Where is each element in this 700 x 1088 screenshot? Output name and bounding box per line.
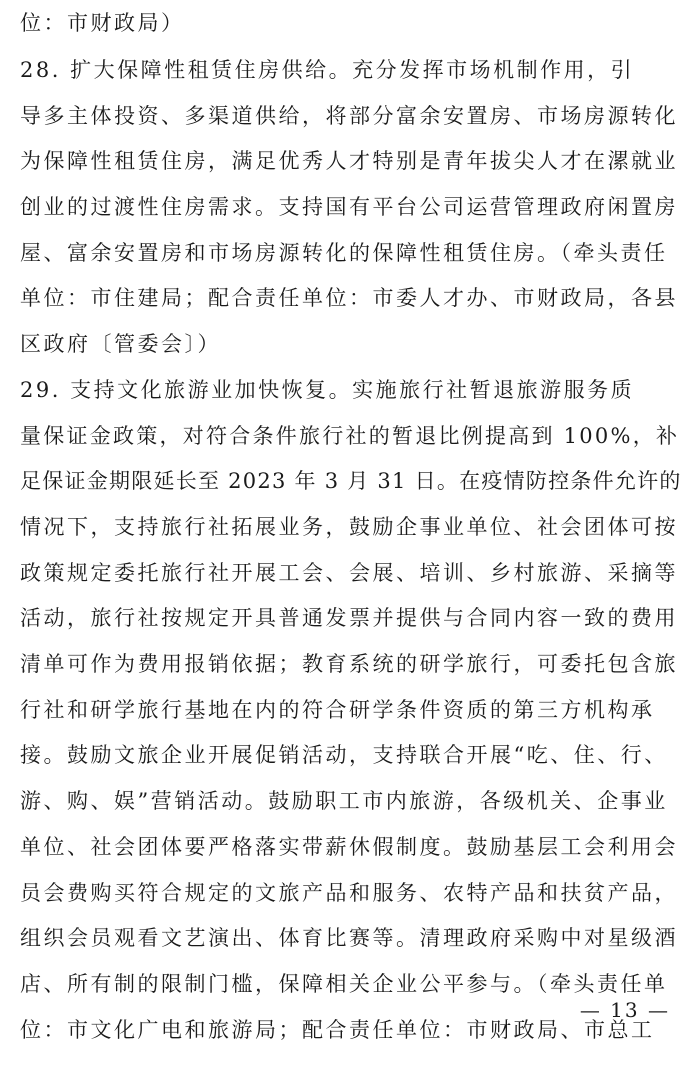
text-line: 组织会员观看文艺演出、体育比赛等。清理政府采购中对星级酒	[20, 926, 678, 950]
text-line: 行社和研学旅行基地在内的符合研学条件资质的第三方机构承	[20, 698, 655, 722]
text-line: 导多主体投资、多渠道供给，将部分富余安置房、市场房源转化	[20, 104, 678, 128]
text-line: 为保障性租赁住房，满足优秀人才特别是青年拔尖人才在漯就业	[20, 149, 678, 173]
text-line: 接。鼓励文旅企业开展促销活动，支持联合开展“吃、住、行、	[20, 743, 668, 767]
text-line: 量保证金政策，对符合条件旅行社的暂退比例提高到 100%，补	[20, 424, 680, 448]
text-line: 位：市财政局）	[20, 11, 185, 35]
page-number: — 13 —	[579, 998, 670, 1022]
text-line: 单位、社会团体要严格落实带薪休假制度。鼓励基层工会利用会	[20, 835, 678, 859]
text-line: 活动，旅行社按规定开具普通发票并提供与合同内容一致的费用	[20, 606, 678, 630]
text-line: 店、所有制的限制门槛，保障相关企业公平参与。（牵头责任单	[20, 972, 668, 996]
text-line: 位：市文化广电和旅游局；配合责任单位：市财政局、市总工	[20, 1018, 655, 1042]
text-line: 游、购、娱”营销活动。鼓励职工市内旅游，各级机关、企事业	[20, 789, 668, 813]
text-line: 足保证金期限延长至 2023 年 3 月 31 日。在疫情防控条件允许的	[20, 469, 682, 493]
text-line: 单位：市住建局；配合责任单位：市委人才办、市财政局，各县	[20, 286, 678, 310]
text-line: 创业的过渡性住房需求。支持国有平台公司运营管理政府闲置房	[20, 195, 678, 219]
text-line: 清单可作为费用报销依据；教育系统的研学旅行，可委托包含旅	[20, 652, 678, 676]
text-line: 28. 扩大保障性租赁住房供给。充分发挥市场机制作用，引	[20, 58, 635, 82]
text-line: 情况下，支持旅行社拓展业务，鼓励企事业单位、社会团体可按	[20, 515, 678, 539]
text-line: 员会费购买符合规定的文旅产品和服务、农特产品和扶贫产品，	[20, 881, 678, 905]
text-line: 政策规定委托旅行社开展工会、会展、培训、乡村旅游、采摘等	[20, 561, 678, 585]
text-line: 屋、富余安置房和市场房源转化的保障性租赁住房。（牵头责任	[20, 241, 668, 265]
text-line: 区政府〔管委会〕）	[20, 332, 221, 356]
text-line: 29. 支持文化旅游业加快恢复。实施旅行社暂退旅游服务质	[20, 378, 635, 402]
